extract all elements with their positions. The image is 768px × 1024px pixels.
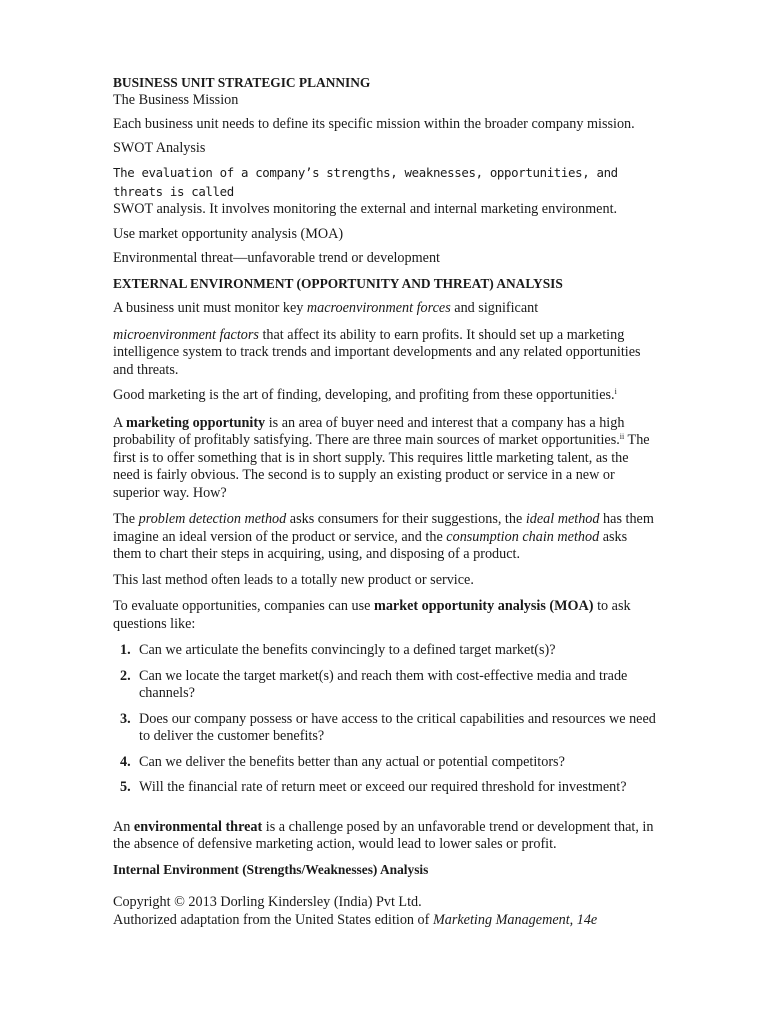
evaluate-text-1: To evaluate opportunities, companies can use xyxy=(113,598,374,614)
problem-detection-term: problem detection method xyxy=(138,511,287,527)
external-heading: EXTERNAL ENVIRONMENT (OPPORTUNITY AND THREAT) ANALYSIS xyxy=(113,275,563,291)
threat-prefix: An xyxy=(113,818,134,835)
adaptation-text: Authorized adaptation from the United States edition of xyxy=(113,911,433,928)
methods-text-3: asks them to chart their steps in acquiring, using, and disposing of a product. xyxy=(113,528,628,562)
list-item-number: 3. xyxy=(120,710,131,727)
list-item-number: 1. xyxy=(120,642,131,658)
mission-heading: The Business Mission xyxy=(113,91,239,108)
monitor-text-2: and significant xyxy=(450,300,539,316)
list-item-text: Can we locate the target market(s) and reach them with cost-effective media and trade channels? xyxy=(139,667,628,701)
opportunity-text-2: The first is to offer something that is in short supply. This requires little marketing talent, as the need is fairly obvious. The second is to supply an existing product or service in a new or superior way. How? xyxy=(113,432,650,501)
list-item xyxy=(113,779,658,797)
endnote-marker-ii: ii xyxy=(619,432,625,441)
consumption-chain-term: consumption chain method xyxy=(446,528,600,545)
good-marketing-text: Good marketing is the art of finding, developing, and profiting from these opportunities. xyxy=(113,387,615,403)
swot-text xyxy=(113,164,658,219)
monitor-text-3: that affect its ability to earn profits. It should set up a marketing intelligence system to track trends and important developments and any related opportunities and threats. xyxy=(113,326,641,378)
moa-line: Use market opportunity analysis (MOA) xyxy=(113,225,344,242)
list-item-text: Will the financial rate of return meet or exceed our required threshold for investment? xyxy=(139,779,627,795)
opportunity-text-1: is an area of buyer need and interest that a company has a high probability of profitably satisfying. There are three main sources of market opportunities. xyxy=(113,414,625,448)
list-item xyxy=(113,754,658,772)
list-item xyxy=(113,642,658,660)
evaluate-paragraph xyxy=(113,598,658,633)
threat-line: Environmental threat—unfavorable trend or development xyxy=(113,250,440,266)
swot-heading: SWOT Analysis xyxy=(113,139,206,156)
threat-definition-paragraph xyxy=(113,819,658,854)
opportunity-prefix: A xyxy=(113,414,127,431)
list-item-number: 5. xyxy=(120,779,131,795)
monitor-paragraph-1 xyxy=(113,300,658,318)
monitor-paragraph-2 xyxy=(113,327,658,380)
list-item xyxy=(113,668,658,703)
threat-definition-text: is a challenge posed by an unfavorable trend or development that, in the absence of defensive marketing action, would lead to lower sales or profit. xyxy=(113,818,654,852)
methods-paragraph xyxy=(113,511,658,564)
evaluate-text-2: to ask questions like: xyxy=(113,598,631,632)
methods-prefix: The xyxy=(113,511,139,527)
list-item-number: 4. xyxy=(120,753,131,770)
list-item-text: Can we articulate the benefits convincingly to a defined target market(s)? xyxy=(139,642,556,658)
swot-text-line1: The evaluation of a company’s strengths, weaknesses, opportunities, and threats is called xyxy=(113,165,618,199)
list-item-number: 2. xyxy=(120,667,131,684)
ideal-method-term: ideal method xyxy=(525,511,600,527)
adaptation-line xyxy=(113,912,658,930)
list-item-text: Does our company possess or have access to the critical capabilities and resources we need to deliver the customer benefits? xyxy=(139,710,656,744)
marketing-opportunity-term: marketing opportunity xyxy=(126,414,266,431)
list-item-text: Can we deliver the benefits better than any actual or potential competitors? xyxy=(139,753,565,770)
opportunity-paragraph xyxy=(113,415,658,503)
swot-text-line2: SWOT analysis. It involves monitoring the external and internal marketing environment. xyxy=(113,201,618,217)
moa-question-list xyxy=(113,642,658,797)
environmental-threat-term: environmental threat xyxy=(133,818,263,835)
methods-text-2: has them imagine an ideal version of the product or service, and the xyxy=(113,511,654,545)
list-item xyxy=(113,711,658,746)
good-marketing-paragraph xyxy=(113,387,658,405)
endnote-marker-i: i xyxy=(614,387,617,396)
microenvironment-term: microenvironment factors xyxy=(113,326,259,343)
moa-term: market opportunity analysis (MOA) xyxy=(374,598,594,614)
monitor-text-1: A business unit must monitor key xyxy=(113,300,307,316)
document-page xyxy=(113,74,658,929)
internal-heading: Internal Environment (Strengths/Weaknesses) Analysis xyxy=(113,861,429,877)
last-method-text: This last method often leads to a totally new product or service. xyxy=(113,571,474,588)
mission-text: Each business unit needs to define its specific mission within the broader company mission. xyxy=(113,116,635,132)
document-title: BUSINESS UNIT STRATEGIC PLANNING xyxy=(113,75,371,90)
methods-text-1: asks consumers for their suggestions, the xyxy=(286,511,526,527)
copyright-line: Copyright © 2013 Dorling Kindersley (India) Pvt Ltd. xyxy=(113,894,422,910)
book-title: Marketing Management, 14e xyxy=(432,911,598,928)
macroenvironment-term: macroenvironment forces xyxy=(306,300,451,316)
